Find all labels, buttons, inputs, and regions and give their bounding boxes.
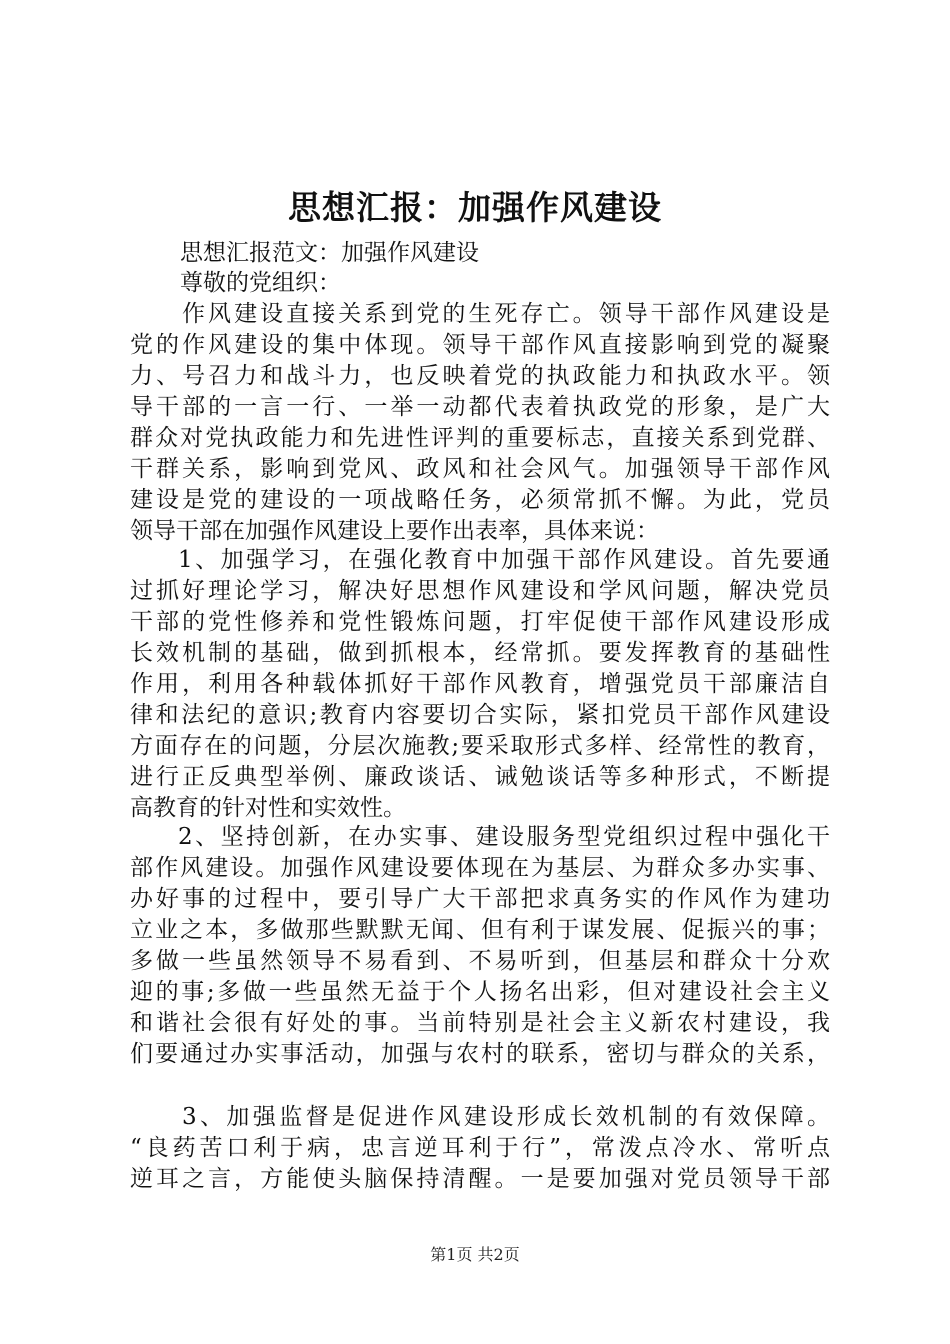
document-title: 思想汇报：加强作风建设 [288, 188, 662, 227]
text-line: 方面存在的问题，分层次施教;要采取形式多样、经常性的教育， [130, 733, 830, 759]
text-line: 思想汇报范文：加强作风建设 [180, 240, 479, 266]
text-line: 作风建设直接关系到党的生死存亡。领导干部作风建设是 [182, 301, 830, 327]
text-line: 长效机制的基础，做到抓根本，经常抓。要发挥教育的基础性 [130, 640, 830, 666]
text-line: 进行正反典型举例、廉政谈话、诫勉谈话等多种形式，不断提 [130, 764, 830, 790]
text-line: 3、加强监督是促进作风建设形成长效机制的有效保障。 [182, 1104, 830, 1130]
text-line: 1、加强学习，在强化教育中加强干部作风建设。首先要通 [178, 547, 830, 573]
text-line: “良药苦口利于病，忠言逆耳利于行”，常泼点冷水、常听点 [130, 1135, 830, 1161]
text-line: 迎的事;多做一些虽然无益于个人扬名出彩，但对建设社会主义 [130, 979, 830, 1005]
text-line: 群众对党执政能力和先进性评判的重要标志，直接关系到党群、 [130, 425, 830, 451]
text-line: 和谐社会很有好处的事。当前特别是社会主义新农村建设，我 [130, 1010, 830, 1036]
text-line: 逆耳之言，方能使头脑保持清醒。一是要加强对党员领导干部 [130, 1166, 830, 1192]
text-line: 导干部的一言一行、一举一动都代表着执政党的形象，是广大 [130, 394, 830, 420]
text-line: 建设是党的建设的一项战略任务，必须常抓不懈。为此，党员 [130, 487, 830, 513]
text-line: 党的作风建设的集中体现。领导干部作风直接影响到党的凝聚 [130, 332, 830, 358]
text-line: 律和法纪的意识;教育内容要切合实际，紧扣党员干部作风建设 [130, 702, 830, 728]
text-line: 部作风建设。加强作风建设要体现在为基层、为群众多办实事、 [130, 855, 830, 881]
text-line: 过抓好理论学习，解决好思想作风建设和学风问题，解决党员 [130, 578, 830, 604]
text-line: 办好事的过程中，要引导广大干部把求真务实的作风作为建功 [130, 886, 830, 912]
text-line: 们要通过办实事活动，加强与农村的联系，密切与群众的关系， [130, 1041, 830, 1067]
text-line: 力、号召力和战斗力，也反映着党的执政能力和执政水平。领 [130, 363, 830, 389]
text-line: 2、坚持创新，在办实事、建设服务型党组织过程中强化干 [178, 824, 830, 850]
text-line: 领导干部在加强作风建设上要作出表率，具体来说： [130, 518, 659, 544]
text-line: 作用，利用各种载体抓好干部作风教育，增强党员干部廉洁自 [130, 671, 830, 697]
text-line: 干部的党性修养和党性锻炼问题，打牢促使干部作风建设形成 [130, 609, 830, 635]
text-line: 多做一些虽然领导不易看到、不易听到，但基层和群众十分欢 [130, 948, 830, 974]
text-line: 干群关系，影响到党风、政风和社会风气。加强领导干部作风 [130, 456, 830, 482]
text-line: 立业之本，多做那些默默无闻、但有利于谋发展、促振兴的事； [130, 917, 830, 943]
page-number: 第1页 共2页 [430, 1245, 520, 1264]
text-line: 高教育的针对性和实效性。 [130, 795, 406, 821]
text-line: 尊敬的党组织： [180, 270, 341, 296]
